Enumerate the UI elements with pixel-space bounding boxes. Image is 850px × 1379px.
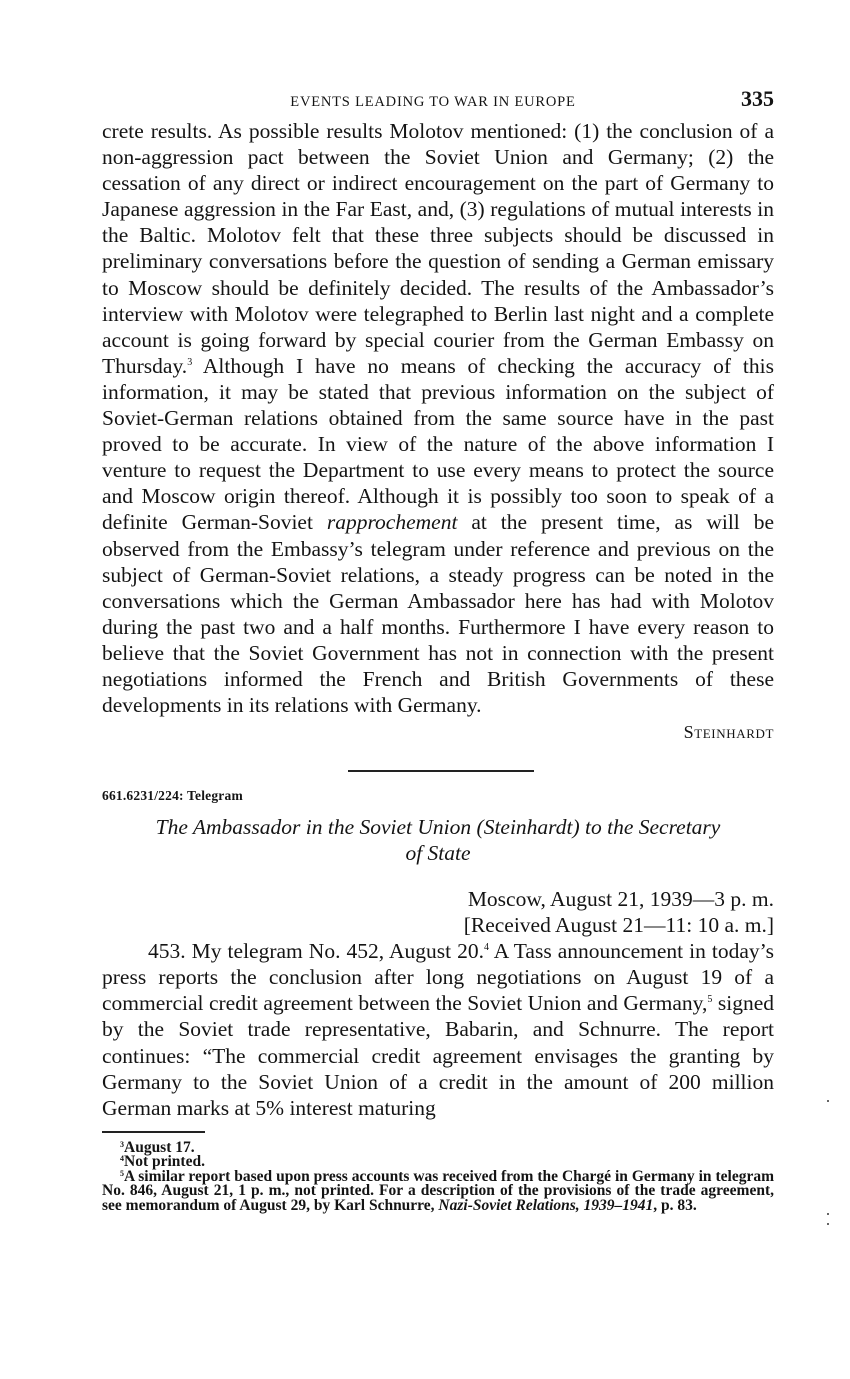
running-head	[102, 86, 774, 118]
paragraph-2-text-b: A Tass announcement in today’s press reports the conclusion after long negotiations on August 19 of a commercial credit agreement between the Soviet Union and Germany,	[102, 939, 774, 1016]
document-heading	[102, 814, 774, 866]
paragraph-2-text-c: signed by the Soviet trade representative, Babarin, and Schnurre. The report continues: “The commercial credit agreement envisages the granting by Germany to the Soviet Union of a credit in the amount of 200 million German marks at 5% interest maturing	[102, 991, 774, 1120]
paragraph-1-text-b: Although I have no means of checking the accuracy of this information, it may be stated that previous information on the subject of Soviet-German relations obtained from the same source have in the past proved to be accurate. In view of the nature of the above information I venture to request the Department to use every means to protect the source and Moscow origin thereof. Although it is possibly too soon to speak of a definite German-Soviet	[102, 353, 774, 535]
footnote-ref-5: 5	[707, 994, 713, 1006]
italic-rapprochement: rapprochement	[326, 510, 458, 535]
footnote-divider	[102, 1131, 205, 1133]
footnote-text: A similar report based upon press accounts was received from the Chargé in Germany in telegram No. 846, August 21, 1 p. m., not printed. For a description of the provisions of the trade agreement, see memorandum of August 29, by Karl Schnurre,	[102, 1167, 774, 1214]
footnote-text: August 17.	[124, 1138, 195, 1156]
signature: Steinhardt	[683, 722, 774, 743]
footnote-ref-4: 4	[483, 942, 489, 954]
footnote-marker: 5	[120, 1168, 124, 1178]
paragraph-1-text-c: at the present time, as will be observed from the Embassy’s telegram under reference and previous on the subject of German-Soviet relations, a steady progress can be noted in the conversations which the German Ambassador here has had with Molotov during the past two and a half months. Furthermore I have every reason to believe that the Soviet Government has not in connection with the present negotiations informed the French and British Governments of these developments in its relations with Germany.	[102, 510, 774, 718]
received-line: [Received August 21—11: 10 a. m.]	[463, 913, 774, 938]
dateline: Moscow, August 21, 1939—3 p. m.	[467, 887, 774, 912]
footnotes	[102, 1138, 774, 1214]
paragraph-2-text-a: 453. My telegram No. 452, August 20.	[148, 939, 484, 964]
footnote-5	[102, 1167, 774, 1214]
file-reference: 661.6231/224: Telegram	[102, 788, 243, 804]
footnote-text: Not printed.	[124, 1153, 205, 1171]
paragraph-telegram-453	[102, 938, 774, 1121]
document-heading-line-1: The Ambassador in the Soviet Union (Steinhardt) to the Secretary	[155, 815, 721, 840]
page-number: 335	[741, 86, 774, 111]
footnote-text-end: , p. 83.	[653, 1196, 697, 1214]
section-divider	[348, 770, 534, 772]
paragraph-1-text-a: crete results. As possible results Molotov mentioned: (1) the conclusion of a non-aggression pact between the Soviet Union and Germany; (2) the cessation of any direct or indirect encouragement on the part of Germany to Japanese aggression in the Far East, and, (3) regulations of mutual interests in the Baltic. Molotov felt that these three subjects should be discussed in preliminary conversations before the question of sending a German emissary to Moscow should be definitely decided. The results of the Ambassador’s interview with Molotov were telegraphed to Berlin last night and a complete account is going forward by special courier from the German Embassy on Thursday.	[102, 119, 774, 378]
running-head-title: EVENTS LEADING TO WAR IN EUROPE	[290, 94, 576, 110]
footnote-ref-3: 3	[187, 356, 193, 368]
footnote-marker: 4	[120, 1154, 124, 1164]
dateline-block	[102, 886, 774, 938]
document-heading-line-2: of State	[405, 841, 471, 866]
margin-speck	[827, 1223, 829, 1225]
margin-speck	[827, 1213, 829, 1215]
footnote-book-title: Nazi-Soviet Relations, 1939–1941	[438, 1196, 654, 1214]
document-page	[102, 86, 774, 1213]
footnote-marker: 3	[120, 1139, 124, 1149]
margin-speck	[827, 1100, 829, 1102]
paragraph-continued	[102, 118, 774, 718]
